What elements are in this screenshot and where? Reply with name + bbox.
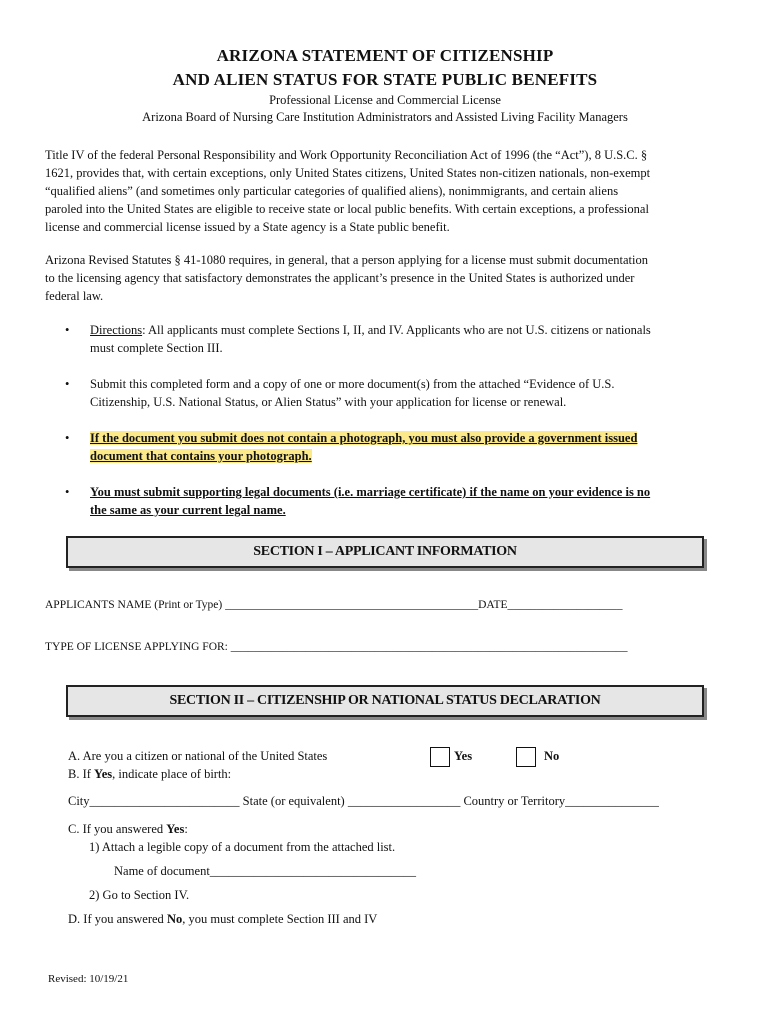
intro-p1-line: 1621, provides that, with certain exceptions, only United States citizens, United States non-citizen nationals, non-exempt (45, 166, 651, 180)
intro-paragraph-2 (45, 251, 725, 305)
bullet-legal-documents (90, 483, 720, 519)
bullet-photo-requirement (90, 429, 720, 465)
form-subtitle-license: Professional License and Commercial License (269, 93, 501, 107)
legal-text-1: You must submit supporting legal documents (i.e. marriage certificate) if the name on your evidence is no (90, 485, 651, 499)
question-c (68, 822, 188, 837)
submit-text-1: Submit this completed form and a copy of one or more document(s) from the attached “Evidence of U.S. (90, 377, 615, 391)
question-b (68, 767, 231, 782)
bullet-dot: • (65, 323, 70, 337)
directions-label: Directions (90, 323, 143, 337)
question-c-step-2: 2) Go to Section IV. (89, 888, 190, 902)
bullet-dot: • (65, 431, 70, 445)
directions-text: : All applicants must complete Sections I, II, and IV. Applicants who are not U.S. citizens or nationals (142, 323, 651, 337)
photo-text-2: document that contains your photograph. (90, 449, 312, 463)
form-title-line1: ARIZONA STATEMENT OF CITIZENSHIP (216, 46, 554, 65)
intro-p1-line: paroled into the United States are eligible to receive state or local public benefits. With certain exceptions, a professional (45, 202, 649, 216)
qc-suffix: : (184, 822, 188, 836)
section-2-heading: SECTION II – CITIZENSHIP OR NATIONAL STATUS DECLARATION (66, 685, 704, 717)
question-d (68, 912, 377, 927)
revised-date: Revised: 10/19/21 (48, 973, 129, 985)
section-1-heading: SECTION I – APPLICANT INFORMATION (66, 536, 704, 568)
photo-text-1: If the document you submit does not contain a photograph, you must also provide a government issued (90, 431, 638, 445)
yes-checkbox[interactable] (430, 747, 450, 767)
yes-label: Yes (454, 749, 473, 763)
intro-p2-line: federal law. (45, 289, 104, 303)
question-c-step-1: 1) Attach a legible copy of a document from the attached list. (89, 840, 396, 854)
directions-text-2: must complete Section III. (90, 341, 223, 355)
birth-place-field[interactable]: City________________________ State (or equivalent) __________________ Country or Territory_______________ (68, 794, 659, 808)
qb-suffix: , indicate place of birth: (112, 767, 232, 781)
qd-prefix: D. If you answered (68, 912, 167, 926)
question-a: A. Are you a citizen or national of the United States (68, 749, 328, 763)
qd-no: No (166, 912, 183, 926)
bullet-dot: • (65, 485, 70, 499)
form-subtitle-board: Arizona Board of Nursing Care Institution Administrators and Assisted Living Facility Managers (142, 110, 628, 124)
license-type-field[interactable]: TYPE OF LICENSE APPLYING FOR: _____________________________________________________________________ (45, 641, 628, 653)
intro-paragraph-1 (45, 146, 725, 236)
qc-yes: Yes (166, 822, 185, 836)
intro-p1-line: license and commercial license issued by a State agency is a State public benefit. (45, 220, 450, 234)
qb-yes: Yes (94, 767, 113, 781)
submit-text-2: Citizenship, U.S. National Status, or Alien Status” with your application for license or renewal. (90, 395, 567, 409)
applicant-name-field[interactable]: APPLICANTS NAME (Print or Type) ____________________________________________DATE____________________ (45, 599, 623, 611)
bullet-dot: • (65, 377, 70, 391)
intro-p2-line: Arizona Revised Statutes § 41-1080 requires, in general, that a person applying for a license must submit documentation (45, 253, 648, 267)
bullet-submit-form (90, 375, 720, 411)
legal-text-2: the same as your current legal name. (90, 503, 286, 517)
no-label: No (544, 749, 560, 763)
qc-prefix: C. If you answered (68, 822, 167, 836)
intro-p1-line: Title IV of the federal Personal Responsibility and Work Opportunity Reconciliation Act of 1996 (the “Act”), 8 U.S.C. § (45, 148, 648, 162)
form-title-line2: AND ALIEN STATUS FOR STATE PUBLIC BENEFITS (172, 70, 598, 89)
qb-prefix: B. If (68, 767, 95, 781)
bullet-directions (90, 321, 720, 357)
document-name-field[interactable]: Name of document_________________________________ (114, 864, 417, 878)
no-checkbox[interactable] (516, 747, 536, 767)
intro-p2-line: to the licensing agency that satisfactory demonstrates the applicant’s presence in the United States is authorized under (45, 271, 635, 285)
qd-suffix: , you must complete Section III and IV (182, 912, 378, 926)
intro-p1-line: “qualified aliens” (and sometimes only particular categories of qualified aliens), nonimmigrants, and certain aliens (45, 184, 619, 198)
